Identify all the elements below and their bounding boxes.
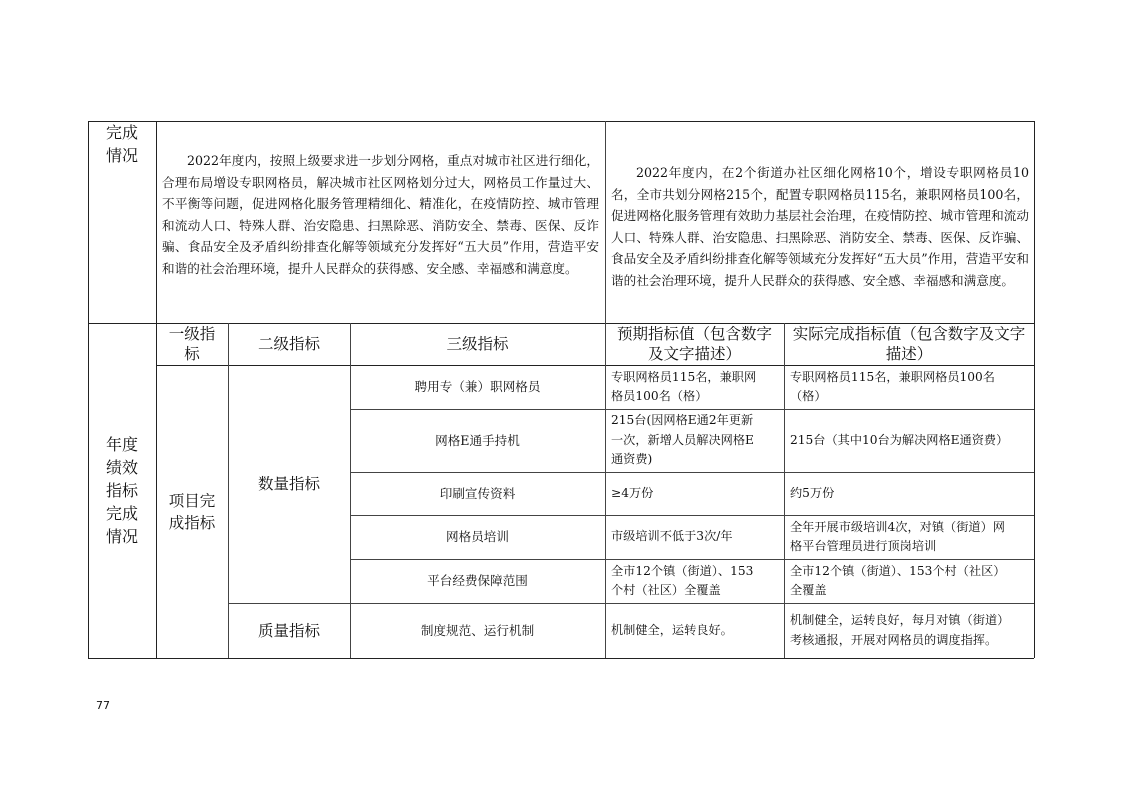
completion-split	[605, 121, 606, 323]
metric-actual-1: 215台（其中10台为解决网格E通资费）	[790, 432, 1009, 447]
level1-project-completion: 项目完 成指标	[168, 491, 216, 532]
level3-rule	[605, 323, 606, 658]
header-actual: 实际完成指标值（包含数字及文字 描述）	[792, 325, 1026, 363]
top-rule	[88, 121, 1034, 122]
metric-actual-5: 机制健全，运转良好，每月对镇（街道） 考核通报，开展对网格员的调度指挥。	[790, 613, 1010, 647]
level2-quantity: 数量指标	[257, 475, 320, 493]
metric-name-0: 聘用专（兼）职网格员	[414, 379, 541, 395]
completion-row-label: 完成 情况	[105, 123, 138, 165]
metric-actual-4: 全市12个镇（街道）、153个村（社区） 全覆盖	[790, 563, 1006, 597]
metrics-row-label: 年度 绩效 指标 完成 情况	[105, 435, 138, 546]
metric-name-3: 网格员培训	[446, 529, 509, 545]
metric-expected-0: 专职网格员115名，兼职网 格员100名（格）	[611, 369, 757, 403]
expected-rule	[784, 323, 785, 658]
page-number: 77	[96, 699, 110, 712]
header-level3: 三级指标	[446, 335, 509, 353]
header-level2: 二级指标	[257, 335, 320, 353]
metric-expected-2: ≥4万份	[611, 485, 654, 500]
planned-completion-text: 2022年度内，按照上级要求进一步划分网格，重点对城市社区进行细化，合理布局增设专职网格员，解决城市社区网格划分过大，网格员工作量过大、不平衡等问题，促进网格化服务管理精细化、精准化，在疫情防控、城市管理和流动人口、特殊人群、治安隐患、扫黑除恶、消防安全、禁毒、医保、反诈骗、食品安全及矛盾纠纷排查化解等领域充分发挥好“五大员”作用，营造平安和谐的社会治理环境，提升人民群众的获得感、安全感、幸福感和满意度。	[162, 153, 599, 276]
metric-actual-3: 全年开展市级培训4次，对镇（街道）网 格平台管理员进行顶岗培训	[790, 519, 1005, 553]
level2-quality: 质量指标	[257, 621, 320, 640]
actual-completion-text: 2022年度内，在2个街道办社区细化网格10个，增设专职网格员10名，全市共划分网格215个，配置专职网格员115名，兼职网格员100名，促进网格化服务管理有效助力基层社会治理，在疫情防控、城市管理和流动人口、特殊人群、治安隐患、扫黑除恶、消防安全、禁毒、医保、反诈骗、食品安全及矛盾纠纷排查化解等领域充分发挥好“五大员”作用，营造平安和谐的社会治理环境，提升人民群众的获得感、安全感、幸福感和满意度。	[611, 165, 1029, 288]
metric-actual-0: 专职网格员115名，兼职网格员100名 （格）	[790, 369, 995, 403]
metric-expected-4: 全市12个镇（街道）、153 个村（社区）全覆盖	[611, 563, 754, 597]
metric-expected-5: 机制健全，运转良好。	[611, 622, 733, 637]
metric-name-5: 制度规范、运行机制	[420, 622, 535, 638]
metric-name-4: 平台经费保障范围	[427, 573, 528, 589]
metric-expected-1: 215台(因网格E通2年更新 一次，新增人员解决网格E 通资费)	[611, 413, 754, 467]
right-border	[1034, 121, 1035, 658]
metric-actual-2: 约5万份	[790, 485, 835, 500]
header-level1: 一级指 标	[168, 325, 216, 363]
bottom-rule	[88, 658, 1034, 659]
metric-name-1: 网格E通手持机	[435, 432, 520, 448]
metric-name-2: 印刷宣传资料	[439, 485, 516, 501]
header-expected: 预期指标值（包含数字 及文字描述）	[616, 325, 772, 363]
metric-expected-3: 市级培训不低于3次/年	[611, 529, 733, 544]
